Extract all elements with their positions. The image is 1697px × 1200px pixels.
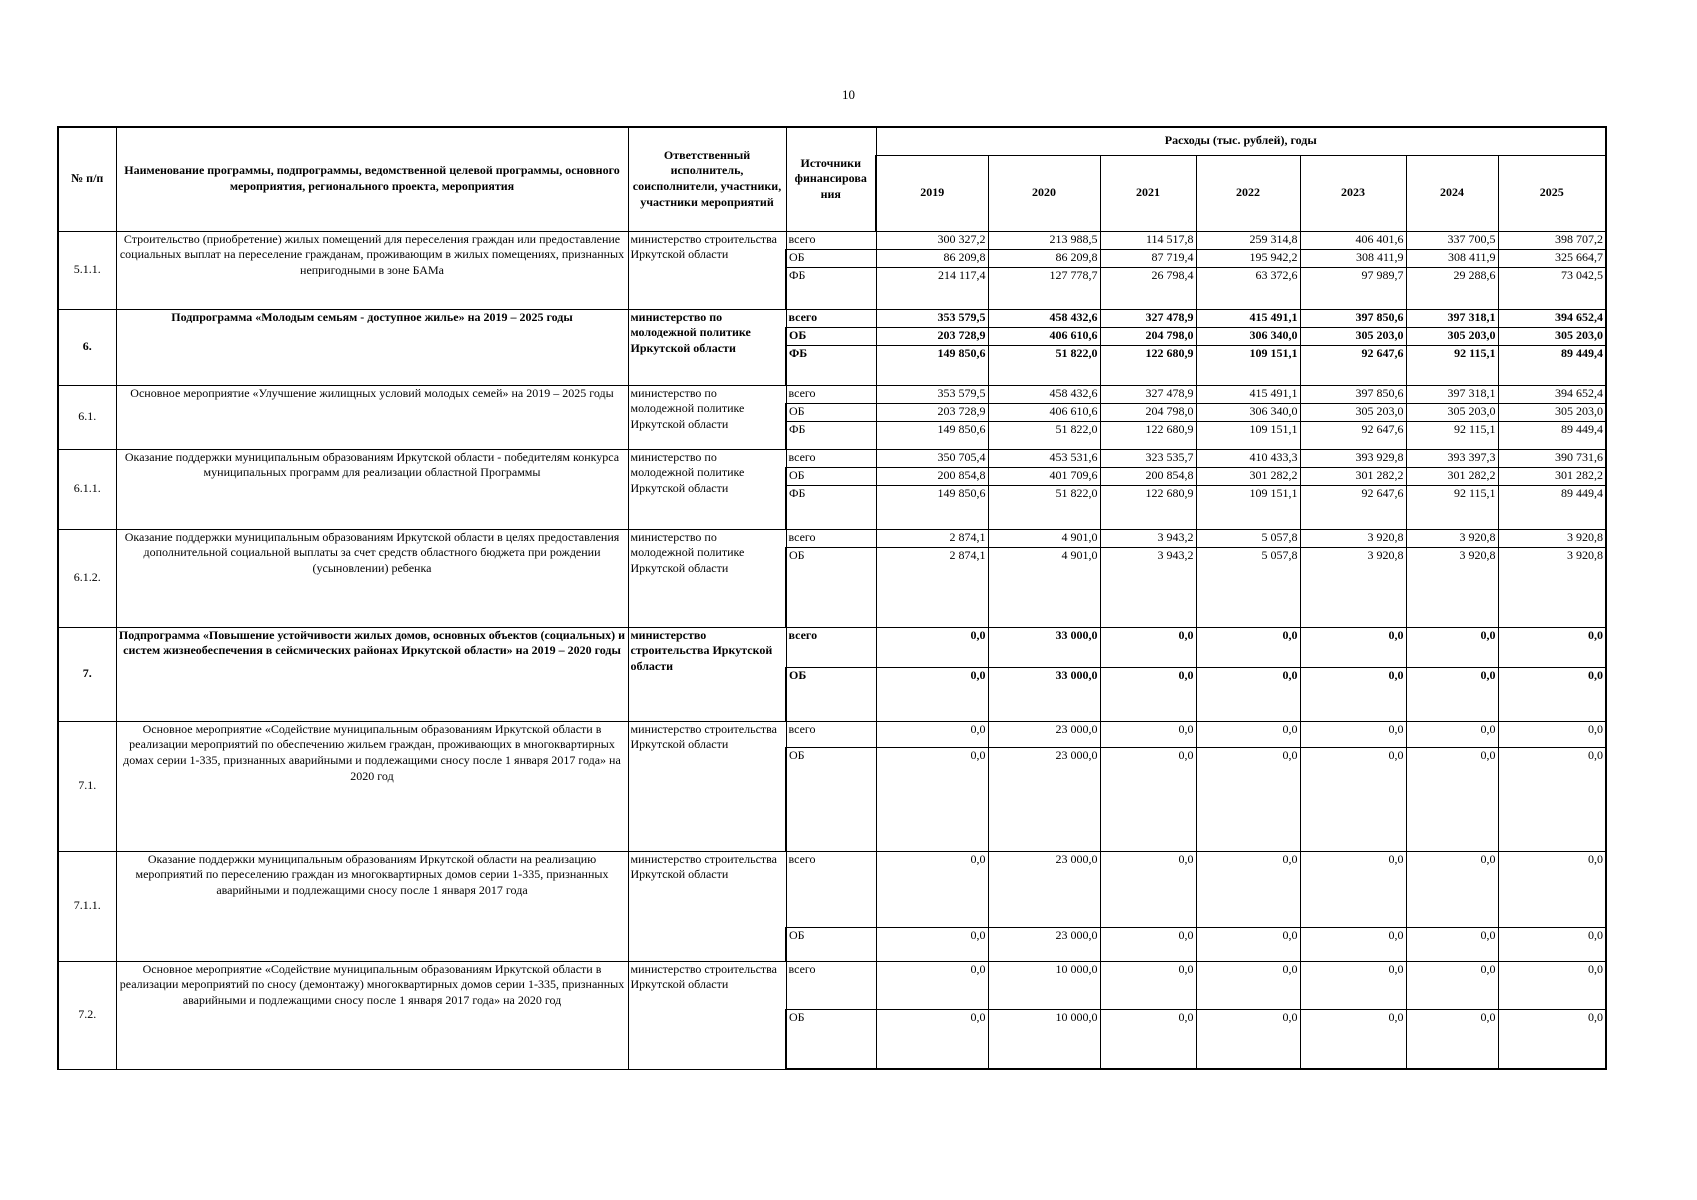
expense-value: 0,0 — [1196, 627, 1300, 667]
row-responsible: министерство по молодежной политике Иркутской области — [628, 385, 786, 449]
expense-value: 0,0 — [1300, 667, 1406, 721]
expense-value: 0,0 — [1300, 1009, 1406, 1069]
row-number: 7. — [58, 627, 116, 721]
expense-value: 92 115,1 — [1406, 485, 1498, 529]
expense-value: 204 798,0 — [1100, 403, 1196, 421]
funding-source: ОБ — [786, 327, 876, 345]
expense-value: 122 680,9 — [1100, 485, 1196, 529]
expense-value: 393 929,8 — [1300, 449, 1406, 467]
expense-value: 127 778,7 — [988, 267, 1100, 309]
expense-value: 0,0 — [876, 667, 988, 721]
expense-value: 3 920,8 — [1498, 529, 1606, 547]
expense-value: 109 151,1 — [1196, 485, 1300, 529]
expense-value: 327 478,9 — [1100, 309, 1196, 327]
expense-value: 97 989,7 — [1300, 267, 1406, 309]
header-year: 2019 — [876, 155, 988, 231]
expense-value: 397 318,1 — [1406, 309, 1498, 327]
table-body — [58, 231, 1606, 1069]
funding-source: ФБ — [786, 485, 876, 529]
row-responsible: министерство строительства Иркутской области — [628, 721, 786, 851]
expense-value: 0,0 — [1196, 721, 1300, 747]
expense-value: 0,0 — [1100, 961, 1196, 1009]
expense-value: 410 433,3 — [1196, 449, 1300, 467]
expense-value: 453 531,6 — [988, 449, 1100, 467]
expense-value: 73 042,5 — [1498, 267, 1606, 309]
expense-value: 397 850,6 — [1300, 385, 1406, 403]
expense-value: 327 478,9 — [1100, 385, 1196, 403]
expense-value: 301 282,2 — [1406, 467, 1498, 485]
expense-value: 122 680,9 — [1100, 421, 1196, 449]
header-year: 2021 — [1100, 155, 1196, 231]
expense-value: 214 117,4 — [876, 267, 988, 309]
header-sources: Источники финансирова ния — [786, 127, 876, 231]
table-row — [58, 231, 1606, 249]
funding-source: ФБ — [786, 421, 876, 449]
expense-value: 2 874,1 — [876, 529, 988, 547]
expense-value: 51 822,0 — [988, 421, 1100, 449]
expense-value: 0,0 — [1196, 1009, 1300, 1069]
expense-value: 0,0 — [1498, 1009, 1606, 1069]
header-year: 2020 — [988, 155, 1100, 231]
funding-source: всего — [786, 231, 876, 249]
expense-value: 23 000,0 — [988, 851, 1100, 927]
expense-value: 306 340,0 — [1196, 403, 1300, 421]
table-row — [58, 529, 1606, 547]
expense-value: 3 920,8 — [1300, 547, 1406, 627]
header-year: 2022 — [1196, 155, 1300, 231]
expense-value: 306 340,0 — [1196, 327, 1300, 345]
expense-value: 0,0 — [876, 961, 988, 1009]
row-number: 6.1. — [58, 385, 116, 449]
expense-value: 397 318,1 — [1406, 385, 1498, 403]
expense-value: 195 942,2 — [1196, 249, 1300, 267]
expense-value: 0,0 — [1300, 851, 1406, 927]
expense-value: 33 000,0 — [988, 627, 1100, 667]
expense-value: 458 432,6 — [988, 309, 1100, 327]
expense-value: 204 798,0 — [1100, 327, 1196, 345]
expense-value: 89 449,4 — [1498, 485, 1606, 529]
funding-source: всего — [786, 627, 876, 667]
expense-value: 458 432,6 — [988, 385, 1100, 403]
header-responsible: Ответственный исполнитель, соисполнители, участники, участники мероприятий — [628, 127, 786, 231]
expense-value: 3 943,2 — [1100, 547, 1196, 627]
expense-value: 213 988,5 — [988, 231, 1100, 249]
row-name: Основное мероприятие «Содействие муниципальным образованиям Иркутской области в реализации мероприятий по сносу (демонтажу) многоквартирных домов серии 1-335, признанных аварийными и подлежащими сносу после 1 января 2017 года» на 2020 год — [116, 961, 628, 1069]
expense-value: 397 850,6 — [1300, 309, 1406, 327]
expense-value: 23 000,0 — [988, 747, 1100, 851]
expense-value: 305 203,0 — [1498, 327, 1606, 345]
row-number: 7.1.1. — [58, 851, 116, 961]
expense-value: 337 700,5 — [1406, 231, 1498, 249]
expense-value: 0,0 — [1498, 721, 1606, 747]
funding-source: ФБ — [786, 267, 876, 309]
expense-value: 0,0 — [1406, 851, 1498, 927]
table-row — [58, 309, 1606, 327]
expense-value: 325 664,7 — [1498, 249, 1606, 267]
expense-value: 51 822,0 — [988, 345, 1100, 385]
expense-value: 305 203,0 — [1300, 327, 1406, 345]
expense-value: 406 610,6 — [988, 327, 1100, 345]
expense-value: 86 209,8 — [876, 249, 988, 267]
expense-value: 398 707,2 — [1498, 231, 1606, 249]
row-name: Оказание поддержки муниципальным образованиям Иркутской области в целях предоставления дополнительной социальной выплаты за счет средств областного бюджета при рождении (усыновлении) ребенка — [116, 529, 628, 627]
expense-value: 10 000,0 — [988, 1009, 1100, 1069]
expense-value: 0,0 — [876, 851, 988, 927]
expense-value: 0,0 — [876, 721, 988, 747]
expense-value: 200 854,8 — [876, 467, 988, 485]
header-name: Наименование программы, подпрограммы, ведомственной целевой программы, основного мероприятия, регионального проекта, мероприятия — [116, 127, 628, 231]
expense-value: 0,0 — [1196, 667, 1300, 721]
expense-value: 0,0 — [876, 627, 988, 667]
expense-value: 0,0 — [1406, 927, 1498, 961]
expense-value: 305 203,0 — [1406, 403, 1498, 421]
expense-value: 29 288,6 — [1406, 267, 1498, 309]
expense-value: 0,0 — [1498, 747, 1606, 851]
expense-value: 92 115,1 — [1406, 345, 1498, 385]
page-number: 10 — [842, 87, 855, 102]
expense-value: 0,0 — [1300, 927, 1406, 961]
funding-source: ОБ — [786, 467, 876, 485]
expense-value: 0,0 — [1498, 927, 1606, 961]
funding-source: ОБ — [786, 667, 876, 721]
expense-value: 149 850,6 — [876, 421, 988, 449]
expense-value: 4 901,0 — [988, 547, 1100, 627]
expense-value: 4 901,0 — [988, 529, 1100, 547]
expense-value: 401 709,6 — [988, 467, 1100, 485]
expense-value: 23 000,0 — [988, 927, 1100, 961]
table-row — [58, 627, 1606, 667]
funding-source: всего — [786, 449, 876, 467]
expense-value: 3 920,8 — [1406, 547, 1498, 627]
row-name: Основное мероприятие «Улучшение жилищных условий молодых семей» на 2019 – 2025 годы — [116, 385, 628, 449]
expense-value: 415 491,1 — [1196, 309, 1300, 327]
funding-source: всего — [786, 529, 876, 547]
expense-value: 109 151,1 — [1196, 345, 1300, 385]
expense-value: 0,0 — [1498, 667, 1606, 721]
table-row — [58, 721, 1606, 747]
expense-value: 149 850,6 — [876, 485, 988, 529]
row-number: 7.1. — [58, 721, 116, 851]
header-year: 2023 — [1300, 155, 1406, 231]
funding-source: всего — [786, 309, 876, 327]
funding-source: всего — [786, 851, 876, 927]
row-number: 6.1.1. — [58, 449, 116, 529]
row-responsible: министерство строительства Иркутской области — [628, 231, 786, 309]
expense-value: 0,0 — [1300, 627, 1406, 667]
expense-value: 3 920,8 — [1300, 529, 1406, 547]
expense-value: 92 647,6 — [1300, 421, 1406, 449]
expense-value: 89 449,4 — [1498, 421, 1606, 449]
expense-value: 0,0 — [1406, 747, 1498, 851]
expense-value: 203 728,9 — [876, 403, 988, 421]
funding-source: ОБ — [786, 547, 876, 627]
row-responsible: министерство строительства Иркутской области — [628, 851, 786, 961]
row-name: Оказание поддержки муниципальным образованиям Иркутской области - победителям конкурса муниципальных программ для реализации областной Программы — [116, 449, 628, 529]
row-name: Основное мероприятие «Содействие муниципальным образованиям Иркутской области в реализации мероприятий по обеспечению жильем граждан, проживающих в многоквартирных домах серии 1-335, признанных аварийными и подлежащими сносу после 1 января 2017 года» на 2020 год — [116, 721, 628, 851]
row-responsible: министерство по молодежной политике Иркутской области — [628, 309, 786, 385]
expense-value: 406 610,6 — [988, 403, 1100, 421]
expense-value: 0,0 — [1100, 747, 1196, 851]
funding-source: ОБ — [786, 927, 876, 961]
expense-value: 394 652,4 — [1498, 385, 1606, 403]
expense-value: 353 579,5 — [876, 309, 988, 327]
expense-value: 0,0 — [1406, 721, 1498, 747]
row-responsible: министерство по молодежной политике Иркутской области — [628, 449, 786, 529]
header-year: 2024 — [1406, 155, 1498, 231]
expense-value: 0,0 — [1100, 667, 1196, 721]
expense-value: 394 652,4 — [1498, 309, 1606, 327]
expense-value: 300 327,2 — [876, 231, 988, 249]
expense-value: 200 854,8 — [1100, 467, 1196, 485]
expense-value: 301 282,2 — [1300, 467, 1406, 485]
header-expenses: Расходы (тыс. рублей), годы — [876, 127, 1606, 155]
expense-value: 350 705,4 — [876, 449, 988, 467]
row-number: 5.1.1. — [58, 231, 116, 309]
expense-value: 86 209,8 — [988, 249, 1100, 267]
expense-value: 0,0 — [1406, 1009, 1498, 1069]
expense-value: 308 411,9 — [1406, 249, 1498, 267]
row-name: Оказание поддержки муниципальным образованиям Иркутской области на реализацию мероприятий по переселению граждан из многоквартирных домов серии 1-335, признанных аварийными и подлежащими сносу после 1 января 2017 года — [116, 851, 628, 961]
expense-value: 92 647,6 — [1300, 485, 1406, 529]
expense-value: 353 579,5 — [876, 385, 988, 403]
expense-value: 301 282,2 — [1196, 467, 1300, 485]
expense-value: 3 943,2 — [1100, 529, 1196, 547]
expense-value: 0,0 — [1100, 721, 1196, 747]
expense-value: 92 115,1 — [1406, 421, 1498, 449]
expense-value: 89 449,4 — [1498, 345, 1606, 385]
expense-value: 33 000,0 — [988, 667, 1100, 721]
expense-value: 393 397,3 — [1406, 449, 1498, 467]
budget-table — [57, 126, 1607, 1070]
expense-value: 203 728,9 — [876, 327, 988, 345]
funding-source: ОБ — [786, 403, 876, 421]
expense-value: 0,0 — [1300, 747, 1406, 851]
expense-value: 0,0 — [1100, 851, 1196, 927]
expense-value: 23 000,0 — [988, 721, 1100, 747]
expense-value: 2 874,1 — [876, 547, 988, 627]
funding-source: ОБ — [786, 249, 876, 267]
expense-value: 10 000,0 — [988, 961, 1100, 1009]
header-year: 2025 — [1498, 155, 1606, 231]
expense-value: 5 057,8 — [1196, 529, 1300, 547]
expense-value: 0,0 — [1406, 961, 1498, 1009]
header-num: № п/п — [58, 127, 116, 231]
expense-value: 3 920,8 — [1406, 529, 1498, 547]
expense-value: 308 411,9 — [1300, 249, 1406, 267]
row-number: 7.2. — [58, 961, 116, 1069]
table-row — [58, 961, 1606, 1009]
row-responsible: министерство строительства Иркутской области — [628, 961, 786, 1069]
row-responsible: министерство по молодежной политике Иркутской области — [628, 529, 786, 627]
expense-value: 0,0 — [1406, 667, 1498, 721]
expense-value: 305 203,0 — [1498, 403, 1606, 421]
expense-value: 87 719,4 — [1100, 249, 1196, 267]
expense-value: 301 282,2 — [1498, 467, 1606, 485]
expense-value: 0,0 — [1498, 961, 1606, 1009]
expense-value: 51 822,0 — [988, 485, 1100, 529]
row-number: 6.1.2. — [58, 529, 116, 627]
expense-value: 0,0 — [1300, 721, 1406, 747]
expense-value: 415 491,1 — [1196, 385, 1300, 403]
row-name: Строительство (приобретение) жилых помещений для переселения граждан или предоставление социальных выплат на переселение гражданам, проживающим в жилых помещениях, признанных непригодными в зоне БАМа — [116, 231, 628, 309]
expense-value: 0,0 — [876, 1009, 988, 1069]
expense-value: 0,0 — [1196, 961, 1300, 1009]
funding-source: ОБ — [786, 1009, 876, 1069]
funding-source: ОБ — [786, 747, 876, 851]
expense-value: 0,0 — [1196, 747, 1300, 851]
expense-value: 109 151,1 — [1196, 421, 1300, 449]
expense-value: 0,0 — [1300, 961, 1406, 1009]
expense-value: 3 920,8 — [1498, 547, 1606, 627]
expense-value: 323 535,7 — [1100, 449, 1196, 467]
expense-value: 92 647,6 — [1300, 345, 1406, 385]
row-name: Подпрограмма «Молодым семьям - доступное жилье» на 2019 – 2025 годы — [116, 309, 628, 385]
expense-value: 406 401,6 — [1300, 231, 1406, 249]
row-responsible: министерство строительства Иркутской области — [628, 627, 786, 721]
funding-source: всего — [786, 721, 876, 747]
row-number: 6. — [58, 309, 116, 385]
expense-value: 0,0 — [1100, 1009, 1196, 1069]
funding-source: всего — [786, 961, 876, 1009]
expense-value: 114 517,8 — [1100, 231, 1196, 249]
expense-value: 149 850,6 — [876, 345, 988, 385]
expense-value: 122 680,9 — [1100, 345, 1196, 385]
expense-value: 305 203,0 — [1300, 403, 1406, 421]
expense-value: 0,0 — [876, 927, 988, 961]
funding-source: всего — [786, 385, 876, 403]
expense-value: 305 203,0 — [1406, 327, 1498, 345]
expense-value: 0,0 — [1100, 627, 1196, 667]
expense-value: 5 057,8 — [1196, 547, 1300, 627]
expense-value: 259 314,8 — [1196, 231, 1300, 249]
expense-value: 0,0 — [1406, 627, 1498, 667]
table-row — [58, 851, 1606, 927]
expense-value: 0,0 — [1196, 927, 1300, 961]
expense-value: 0,0 — [1100, 927, 1196, 961]
row-name: Подпрограмма «Повышение устойчивости жилых домов, основных объектов (социальных) и систем жизнеобеспечения в сейсмических районах Иркутской области» на 2019 – 2020 годы — [116, 627, 628, 721]
expense-value: 0,0 — [1196, 851, 1300, 927]
funding-source: ФБ — [786, 345, 876, 385]
expense-value: 63 372,6 — [1196, 267, 1300, 309]
table-row — [58, 385, 1606, 403]
expense-value: 390 731,6 — [1498, 449, 1606, 467]
expense-value: 26 798,4 — [1100, 267, 1196, 309]
expense-value: 0,0 — [1498, 627, 1606, 667]
expense-value: 0,0 — [1498, 851, 1606, 927]
table-row — [58, 449, 1606, 467]
expense-value: 0,0 — [876, 747, 988, 851]
